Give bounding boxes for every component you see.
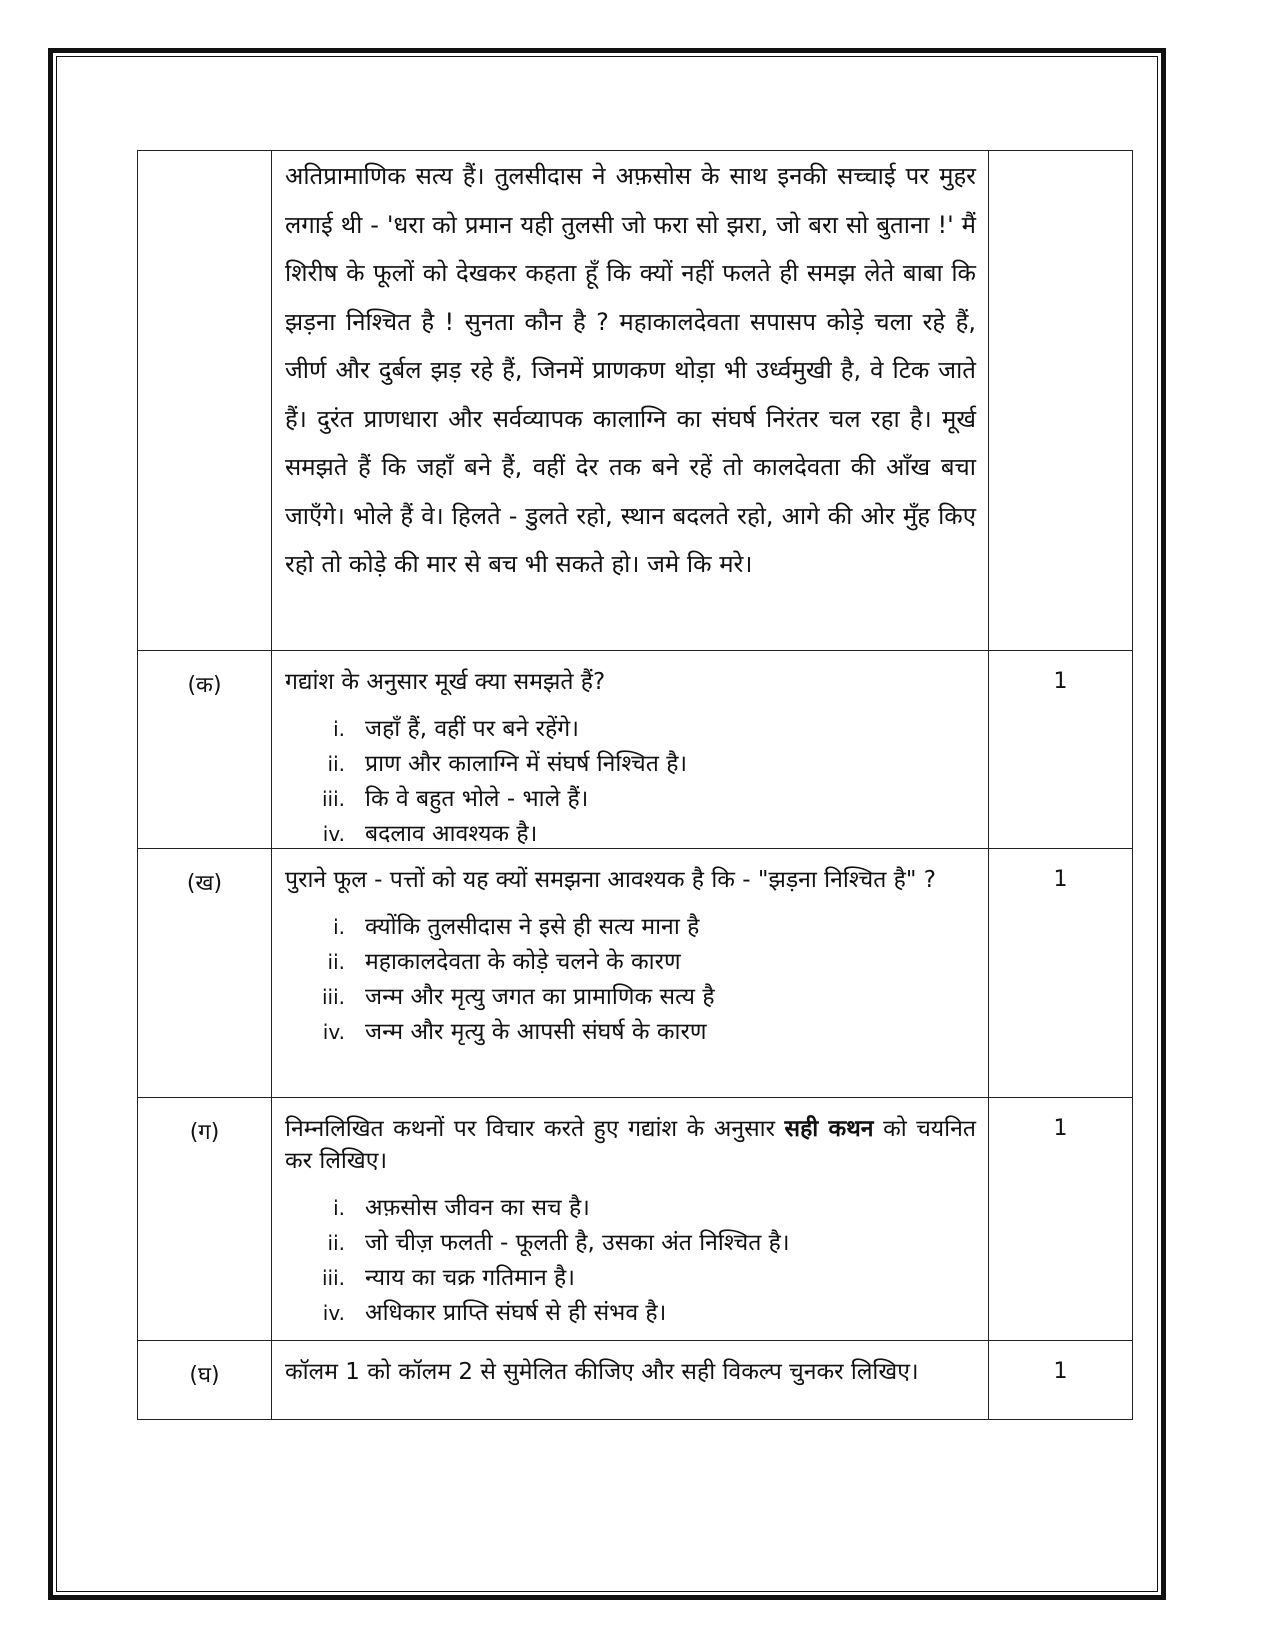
question-text-emphasis: सही कथन (784, 1116, 874, 1142)
option-number: ii. (327, 950, 345, 974)
question-table (137, 150, 1133, 1420)
option-item (285, 980, 976, 1015)
options-list (285, 712, 976, 852)
passage-cell (272, 151, 989, 651)
question-marks: 1 (989, 1341, 1133, 1420)
question-text: पुराने फूल - पत्तों को यह क्यों समझना आवश्यक है कि - "झड़ना निश्चित है" ? (285, 867, 936, 893)
option-number: i. (333, 915, 345, 939)
options-list (285, 910, 976, 1050)
option-item (285, 1296, 976, 1331)
option-text: प्राण और कालाग्नि में संघर्ष निश्चित है। (365, 751, 688, 777)
option-number: i. (333, 1196, 345, 1220)
passage-text: अतिप्रामाणिक सत्य हैं। तुलसीदास ने अफ़सोस के साथ इनकी सच्चाई पर मुहर लगाई थी - 'धरा को प्रमान यही तुलसी जो फरा सो झरा, जो बरा सो बुताना !' मैं शिरीष के फूलों को देखकर कहता हूँ कि क्यों नहीं फलते ही समझ लेते बाबा कि झड़ना निश्चित है ! सुनता कौन है ? महाकालदेवता सपासप कोड़े चला रहे हैं, जीर्ण और दुर्बल झड़ रहे हैं, जिनमें प्राणकण थोड़ा भी उर्ध्वमुखी है, वे टिक जाते हैं। दुरंत प्राणधारा और सर्वव्यापक कालाग्नि का संघर्ष निरंतर चल रहा है। मूर्ख समझते हैं कि जहाँ बने हैं, वहीं देर तक बने रहें तो कालदेवता की आँख बचा जाएँगे। भोले हैं वे। हिलते - डुलते रहो, स्थान बदलते रहो, आगे की ओर मुँह किए रहो तो कोड़े की मार से बच भी सकते हो। जमे कि मरे। (285, 162, 976, 578)
option-number: iv. (322, 1020, 345, 1044)
option-item (285, 945, 976, 980)
option-number: iii. (321, 985, 345, 1009)
passage-marks-cell (989, 151, 1133, 651)
question-row-kha (138, 849, 1133, 1098)
question-row-ga (138, 1098, 1133, 1341)
option-item (285, 712, 976, 747)
option-item (285, 910, 976, 945)
option-number: iii. (321, 787, 345, 811)
option-item (285, 1226, 976, 1261)
question-body-cell (272, 849, 989, 1098)
question-marks: 1 (989, 1098, 1133, 1341)
question-body-cell (272, 1098, 989, 1341)
question-label: (ग) (138, 1098, 272, 1341)
option-number: ii. (327, 1231, 345, 1255)
question-row-ka (138, 651, 1133, 849)
question-marks: 1 (989, 849, 1133, 1098)
option-number: ii. (327, 752, 345, 776)
option-text: जहाँ हैं, वहीं पर बने रहेंगे। (365, 716, 579, 742)
option-item (285, 747, 976, 782)
question-label: (घ) (138, 1341, 272, 1420)
options-list (285, 1191, 976, 1331)
question-body-cell (272, 651, 989, 849)
option-text: अधिकार प्राप्ति संघर्ष से ही संभव है। (365, 1300, 667, 1326)
option-text: क्योंकि तुलसीदास ने इसे ही सत्य माना है (365, 914, 700, 940)
option-item (285, 1191, 976, 1226)
option-item (285, 1261, 976, 1296)
option-number: iv. (322, 1301, 345, 1325)
option-text: कि वे बहुत भोले - भाले हैं। (365, 786, 589, 812)
question-text-part: को चयनित कर लिखिए। (285, 1116, 976, 1174)
option-text: महाकालदेवता के कोड़े चलने के कारण (365, 949, 681, 975)
option-number: i. (333, 717, 345, 741)
option-item (285, 782, 976, 817)
option-item (285, 1015, 976, 1050)
option-number: iii. (321, 1266, 345, 1290)
question-label: (क) (138, 651, 272, 849)
option-item (285, 817, 976, 852)
option-text: जो चीज़ फलती - फूलती है, उसका अंत निश्चित है। (365, 1230, 790, 1256)
option-text: न्याय का चक्र गतिमान है। (365, 1265, 575, 1291)
option-text: बदलाव आवश्यक है। (365, 821, 538, 847)
question-text (285, 1113, 976, 1177)
passage-row (138, 151, 1133, 651)
option-number: iv. (322, 822, 345, 846)
question-marks: 1 (989, 651, 1133, 849)
question-body-cell (272, 1341, 989, 1420)
question-label: (ख) (138, 849, 272, 1098)
question-text-part: निम्नलिखित कथनों पर विचार करते हुए गद्यांश के अनुसार (285, 1116, 785, 1142)
option-text: अफ़सोस जीवन का सच है। (365, 1195, 590, 1221)
option-text: जन्म और मृत्यु जगत का प्रामाणिक सत्य है (365, 984, 715, 1010)
question-text: गद्यांश के अनुसार मूर्ख क्या समझते हैं? (285, 669, 606, 695)
question-text: कॉलम 1 को कॉलम 2 से सुमेलित कीजिए और सही विकल्प चुनकर लिखिए। (285, 1359, 919, 1385)
option-text: जन्म और मृत्यु के आपसी संघर्ष के कारण (365, 1019, 707, 1045)
question-row-gha (138, 1341, 1133, 1420)
passage-label-cell (138, 151, 272, 651)
